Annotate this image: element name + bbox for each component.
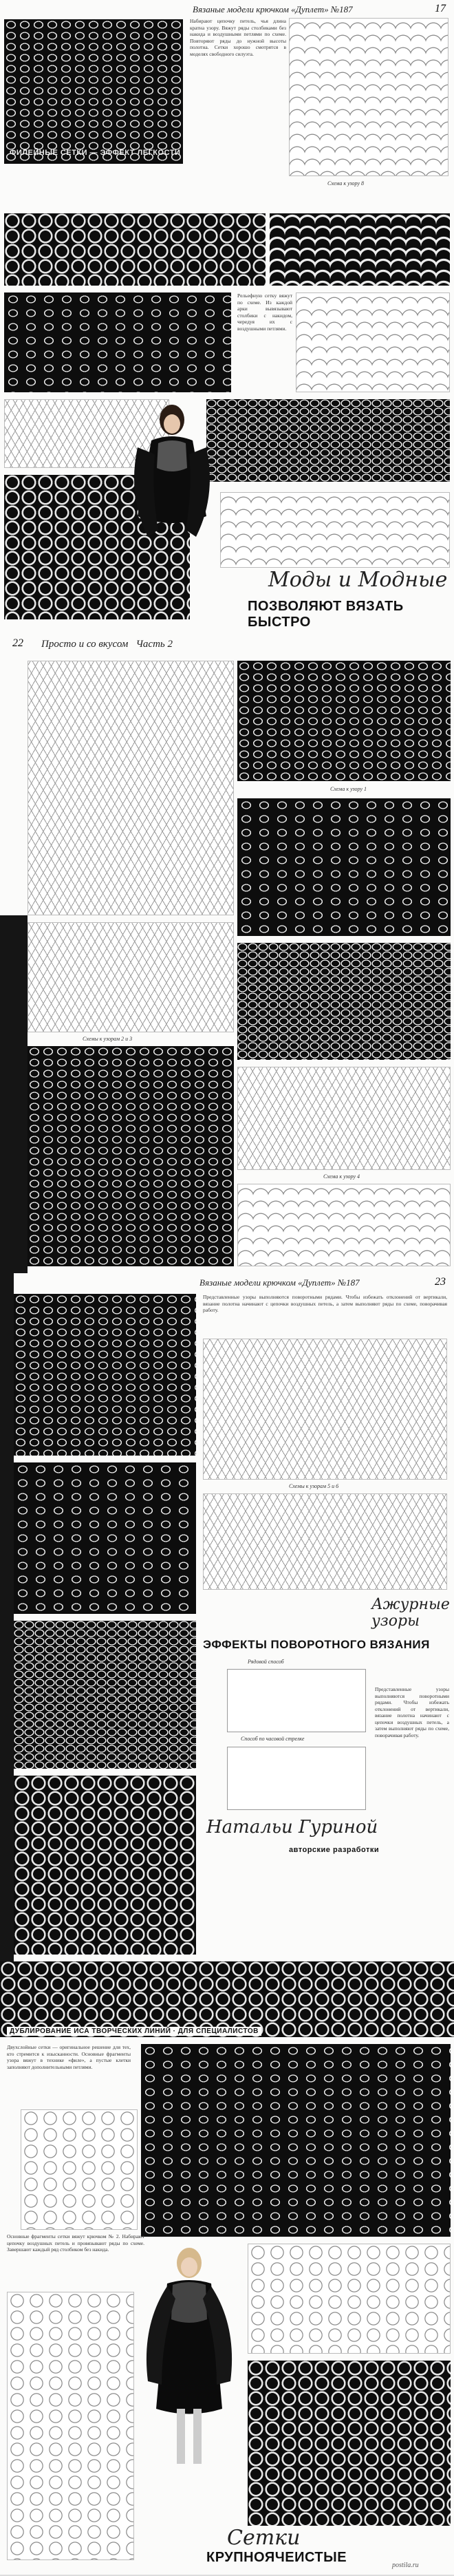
top-banner: ДУБЛИРОВАНИЕ ИСА ТВОРЧЕСКИХ ЛИНИЙ · ДЛЯ СПЕЦИАЛИСТОВ	[7, 2027, 261, 2036]
pattern-diagram-5	[237, 1184, 451, 1266]
section-title: Просто и со вкусом Часть 2	[41, 639, 173, 650]
page-header: Вязаные модели крючком «Дуплет» №187	[193, 4, 353, 14]
pattern-diagram-7	[203, 1339, 447, 1480]
diagram-caption: Схема к узору 8	[327, 180, 364, 187]
pattern-diagram-1	[28, 661, 234, 915]
side-text: Представленные узоры выполняются поворотными рядами. Чтобы избежать отклонений от вертикали, вязание полотна начинают с цепочки воздушных петель, а затем выполняют ряды по схеме, поворачивая работу.	[375, 1686, 449, 1738]
pattern-diagram-11	[296, 292, 450, 392]
side-dark-band	[0, 915, 28, 1273]
watermark: postila.ru	[392, 2562, 419, 2569]
section-title: Сетки	[227, 2526, 301, 2550]
legend-title-1: Рядовой способ	[248, 1659, 284, 1665]
page-header: Вязаные модели крючком «Дуплет» №187	[199, 1277, 360, 1288]
side-dark-band	[0, 1273, 14, 1961]
pattern-swatch-7	[14, 1294, 196, 1456]
pattern-swatch-1	[237, 661, 451, 781]
swatch-label: ФИЛЕЙНЫЕ СЕТКИ — ЭФФЕКТ ЛЕГКОСТИ	[10, 149, 181, 157]
diagram-caption-2: Схемы к узорам 2 и 3	[83, 1036, 133, 1042]
intro-text: Двухслойные сетки — оригинальное решение для тех, кто стремится к изысканности. Основные фрагменты узора вяжут в технике «филе», а пустые клетки заполняют дополнительными петлями.	[7, 2044, 131, 2070]
pattern-swatch-3	[237, 943, 451, 1060]
magazine-page-17	[0, 0, 454, 635]
pattern-diagram-c	[248, 2244, 451, 2354]
model-photo	[131, 399, 213, 557]
magazine-page-22	[0, 633, 454, 1275]
pattern-swatch-b	[248, 2361, 451, 2526]
pattern-swatch-a	[141, 2044, 451, 2237]
body-text: Основные фрагменты сетки вяжут крючком № 2. Набирают цепочку воздушных петель и провязывают ряды по схеме. Завершают каждый ряд столбиком без накида.	[7, 2233, 144, 2253]
intro-text: Набирают цепочку петель, чья длина кратна узору. Вяжут ряды столбиками без накида и воздушными петлями по схеме. Повторяют ряды до нужной высоты полотна. Сетки хорошо смотрятся в моделях свободного силуэта.	[190, 18, 286, 57]
legend-title-2: Способ по часовой стрелке	[241, 1736, 305, 1742]
diagram-caption: Схемы к узорам 5 и 6	[289, 1483, 339, 1489]
pattern-swatch-9	[4, 213, 266, 286]
pattern-swatch-12	[206, 399, 450, 482]
author-name: Натальи Гуриной	[206, 1817, 378, 1838]
pattern-swatch-11	[4, 292, 231, 392]
banner-subtitle: ПОЗВОЛЯЮТ ВЯЗАТЬ БЫСТРО	[248, 599, 404, 630]
banner-script-title: Моды и Модные	[268, 568, 448, 592]
page-number: 17	[435, 3, 446, 14]
banner-title: ЭФФЕКТЫ ПОВОРОТНОГО ВЯЗАНИЯ	[203, 1638, 430, 1651]
pattern-swatch-8	[4, 19, 183, 164]
pattern-diagram-8	[289, 18, 448, 176]
pattern-diagram-14	[220, 492, 450, 568]
pattern-diagram-8b	[203, 1493, 447, 1590]
diagram-caption-1: Схема к узору 1	[330, 786, 367, 792]
pattern-swatch-2	[237, 798, 451, 936]
page-number: 22	[12, 637, 23, 649]
magazine-page-sets	[0, 1961, 454, 2576]
magazine-page-23	[0, 1273, 454, 1963]
pattern-diagram-b	[7, 2292, 134, 2560]
top-mesh-strip	[0, 1961, 454, 2037]
script-title: Ажурные узоры	[371, 1596, 450, 1630]
diagram-caption-3: Схема к узору 4	[323, 1173, 360, 1180]
author-note: авторские разработки	[289, 1846, 380, 1854]
model-photo	[134, 2244, 244, 2471]
pattern-swatch-9b	[14, 1621, 196, 1769]
aside-text: Рельефную сетку вяжут по схеме. Из каждой арки вывязывают столбики с накидом, чередуя их с воздушными петлями.	[237, 292, 292, 332]
pattern-diagram-4	[237, 1067, 451, 1170]
pattern-swatch-10b	[14, 1776, 196, 1955]
body-text: Представленные узоры выполняются поворотными рядами. Чтобы избежать отклонений от вертикали, вязание полотна начинают с цепочки воздушных петель, а затем выполняют ряды по схеме, поворачивая работу.	[203, 1294, 447, 1313]
page-number: 23	[435, 1276, 446, 1288]
pattern-swatch-8b	[14, 1462, 196, 1614]
pattern-diagram-2	[28, 922, 234, 1032]
pattern-swatch-4	[28, 1046, 234, 1266]
legend-diagram-2	[227, 1747, 366, 1810]
section-subtitle: КРУПНОЯЧЕИСТЫЕ	[206, 2550, 347, 2565]
legend-diagram-1	[227, 1669, 366, 1732]
pattern-diagram-a	[21, 2109, 138, 2230]
pattern-swatch-10	[270, 213, 450, 286]
